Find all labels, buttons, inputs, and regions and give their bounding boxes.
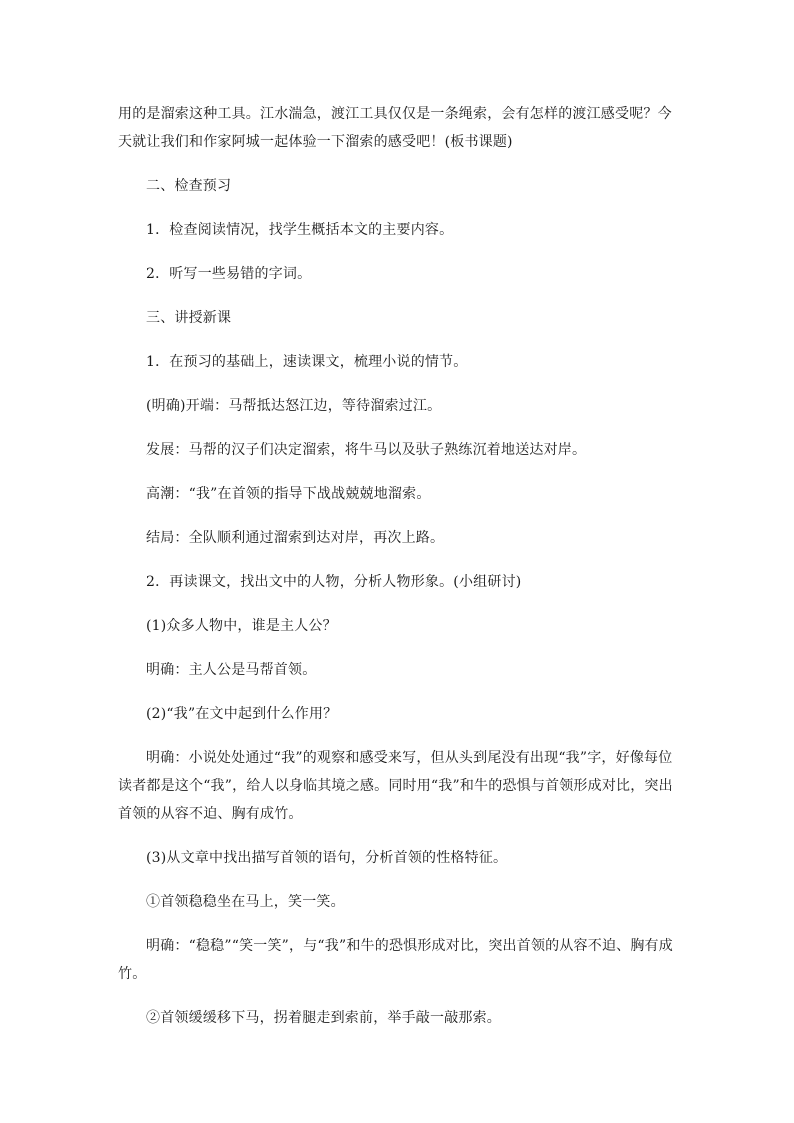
section-heading-new-lesson: 三、讲授新课 (146, 310, 232, 326)
question: (3)从文章中找出描写首领的语句，分析首领的性格特征。 (146, 850, 508, 866)
question: (2)“我”在文中起到什么作用？ (146, 706, 338, 722)
question: (1)众多人物中，谁是主人公？ (146, 618, 337, 634)
paragraph: 发展：马帮的汉子们决定溜索，将牛马以及驮子熟练沉着地送达对岸。 (146, 442, 587, 458)
paragraph: 结局：全队顺利通过溜索到达对岸，再次上路。 (146, 530, 445, 546)
list-item: 1．检查阅读情况，找学生概括本文的主要内容。 (146, 222, 454, 238)
answer: 明确：小说处处通过“我”的观察和感受来写，但从头到尾没有出现“我”字，好像每位读者都是这个“我”，给人以身临其境之感。同时用“我”和牛的恐惧与首领形成对比，突出首领的从容不迫、胸有成竹。 (118, 750, 673, 822)
answer: 明确：“稳稳”“笑一笑”，与“我”和牛的恐惧形成对比，突出首领的从容不迫、胸有成竹。 (118, 938, 673, 982)
quote: ②首领缓缓移下马，拐着腿走到索前，举手敲一敲那索。 (146, 1010, 501, 1026)
quote: ①首领稳稳坐在马上，笑一笑。 (146, 894, 345, 910)
answer: 明确：主人公是马帮首领。 (146, 662, 317, 678)
list-item: 2．听写一些易错的字词。 (146, 266, 312, 282)
paragraph: 高潮：“我”在首领的指导下战战兢兢地溜索。 (146, 486, 431, 502)
section-heading-check-preview: 二、检查预习 (146, 178, 232, 194)
list-item: 1．在预习的基础上，速读课文，梳理小说的情节。 (146, 354, 468, 370)
document-body (118, 100, 678, 1048)
paragraph-intro: 用的是溜索这种工具。江水湍急，渡江工具仅仅是一条绳索，会有怎样的渡江感受呢？今天就让我们和作家阿城一起体验一下溜索的感受吧！(板书课题) (118, 106, 672, 150)
paragraph: (明确)开端：马帮抵达怒江边，等待溜索过江。 (146, 398, 442, 414)
list-item: 2．再读课文，找出文中的人物，分析人物形象。(小组研讨) (146, 574, 522, 590)
